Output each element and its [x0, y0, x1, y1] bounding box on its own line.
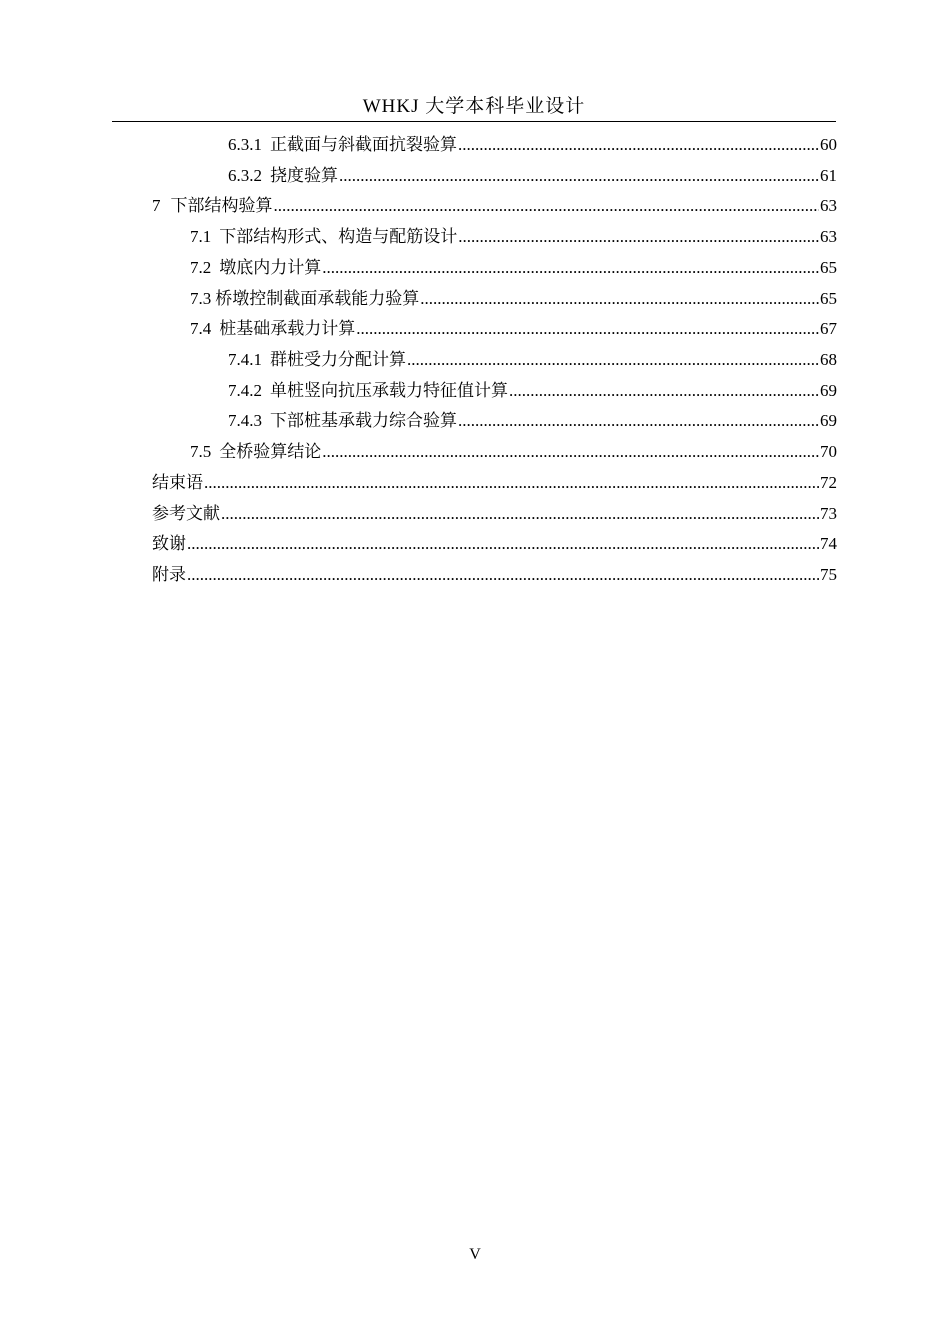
page-footer — [0, 1244, 950, 1266]
toc-leader-dots — [509, 377, 819, 405]
toc-entry[interactable] — [152, 530, 837, 558]
toc-entry-title: 下部结构验算 — [170, 196, 273, 215]
toc-entry-title: 群桩受力分配计算 — [270, 350, 406, 369]
toc-entry[interactable] — [190, 315, 837, 343]
toc-entry-page: 67 — [820, 319, 837, 338]
toc-entry-page: 69 — [820, 411, 837, 430]
toc-entry-title: 单桩竖向抗压承载力特征值计算 — [270, 381, 508, 400]
toc-entry-title: 下部桩基承载力综合验算 — [270, 411, 457, 430]
toc-leader-dots — [204, 469, 819, 497]
toc-leader-dots — [407, 346, 819, 374]
toc-entry-number: 7.4 — [190, 319, 212, 338]
toc-leader-dots — [339, 162, 819, 190]
toc-entry-title: 下部结构形式、构造与配筋设计 — [219, 227, 458, 246]
toc-entry-number: 7 — [152, 196, 161, 215]
toc-entry[interactable] — [190, 285, 837, 313]
toc-entry-page: 73 — [820, 504, 837, 523]
toc-entry-title: 结束语 — [152, 473, 203, 492]
toc-entry-title: 致谢 — [152, 534, 186, 553]
toc-entry[interactable] — [190, 438, 837, 466]
toc-leader-dots — [322, 254, 819, 282]
toc-entry-page: 69 — [820, 381, 837, 400]
toc-leader-dots — [458, 407, 819, 435]
toc-entry-title: 墩底内力计算 — [219, 258, 322, 277]
toc-entry[interactable] — [152, 192, 837, 220]
toc-entry-title: 参考文献 — [152, 504, 220, 523]
toc-entry-title: 全桥验算结论 — [219, 442, 322, 461]
toc-entry-page: 61 — [820, 166, 837, 185]
toc-entry-page: 65 — [820, 258, 837, 277]
toc-entry-title: 桥墩控制截面承载能力验算 — [215, 289, 420, 308]
toc-entry-page: 63 — [820, 196, 837, 215]
header-title: WHKJ 大学本科毕业设计 — [362, 96, 586, 117]
toc-entry-title: 挠度验算 — [270, 166, 338, 185]
toc-entry[interactable] — [228, 346, 837, 374]
toc-entry[interactable] — [152, 561, 837, 589]
toc-leader-dots — [187, 530, 819, 558]
toc-entry[interactable] — [152, 469, 837, 497]
toc-entry-page: 72 — [820, 473, 837, 492]
toc-entry-page: 74 — [820, 534, 837, 553]
toc-entry-page: 65 — [820, 289, 837, 308]
toc-entry[interactable] — [228, 162, 837, 190]
toc-leader-dots — [458, 131, 819, 159]
toc-entry-number: 7.4.3 — [228, 411, 262, 430]
toc-entry-number: 7.3 — [190, 289, 212, 308]
toc-entry-page: 60 — [820, 135, 837, 154]
toc-entry-number: 7.4.1 — [228, 350, 262, 369]
toc-entry[interactable] — [228, 407, 837, 435]
toc-entry[interactable] — [190, 223, 837, 251]
header-rule — [112, 121, 836, 122]
toc-entry-page: 70 — [820, 442, 837, 461]
page-header — [112, 94, 836, 122]
toc-leader-dots — [458, 223, 819, 251]
toc-entry[interactable] — [228, 377, 837, 405]
toc-leader-dots — [322, 438, 819, 466]
toc-entry-title: 桩基础承载力计算 — [219, 319, 356, 338]
toc-entry[interactable] — [152, 500, 837, 528]
toc-entry-number: 7.2 — [190, 258, 212, 277]
page-number: V — [469, 1246, 481, 1263]
toc-entry[interactable] — [190, 254, 837, 282]
toc-entry-number: 6.3.1 — [228, 135, 262, 154]
toc-entry-page: 63 — [820, 227, 837, 246]
toc-leader-dots — [274, 192, 820, 220]
toc-entry[interactable] — [228, 131, 837, 159]
toc-entry-number: 7.5 — [190, 442, 212, 461]
toc-leader-dots — [187, 561, 819, 589]
toc-entry-number: 7.1 — [190, 227, 212, 246]
toc-entry-page: 75 — [820, 565, 837, 584]
toc-leader-dots — [221, 500, 819, 528]
toc-entry-title: 附录 — [152, 565, 186, 584]
toc-entry-number: 6.3.2 — [228, 166, 262, 185]
toc-entry-page: 68 — [820, 350, 837, 369]
toc-entry-title: 正截面与斜截面抗裂验算 — [270, 135, 457, 154]
toc-leader-dots — [356, 315, 819, 343]
toc-entry-number: 7.4.2 — [228, 381, 262, 400]
toc-leader-dots — [420, 285, 819, 313]
